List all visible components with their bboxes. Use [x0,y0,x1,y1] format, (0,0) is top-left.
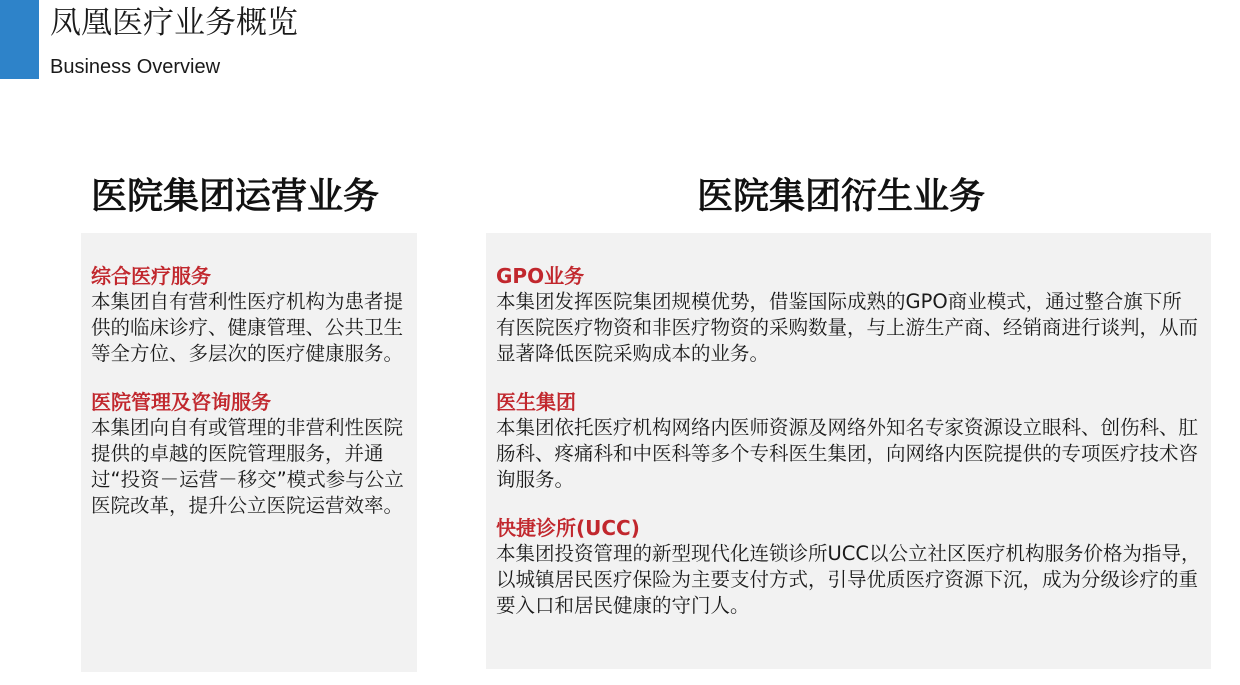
section-title: 综合医疗服务 [91,264,211,288]
section-body: 本集团投资管理的新型现代化连锁诊所UCC以公立社区医疗机构服务价格为指导，以城镇居民医疗保险为主要支付方式，引导优质医疗资源下沉，成为分级诊疗的重要入口和居民健康的守门人。 [496,542,1201,617]
section-gpo [496,263,1201,367]
section-hospital-management [91,389,407,519]
section-body: 本集团依托医疗机构网络内医师资源及网络外知名专家资源设立眼科、创伤科、肛肠科、疼痛科和中医科等多个专科医生集团，向网络内医院提供的专项医疗技术咨询服务。 [496,416,1199,491]
left-panel [81,233,417,672]
accent-bar [0,0,39,79]
left-column-heading: 医院集团运营业务 [91,176,380,217]
section-body: 本集团自有营利性医疗机构为患者提供的临床诊疗、健康管理、公共卫生等全方位、多层次的医疗健康服务。 [91,290,404,365]
page-subtitle: Business Overview [50,56,221,78]
section-body: 本集团向自有或管理的非营利性医院提供的卓越的医院管理服务，并通过“投资－运营－移交”模式参与公立医院改革，提升公立医院运营效率。 [91,416,404,517]
section-doctor-group [496,389,1201,493]
right-panel [486,233,1211,669]
right-column-heading: 医院集团衍生业务 [697,176,986,217]
section-title: 医院管理及咨询服务 [91,390,271,414]
section-body: 本集团发挥医院集团规模优势，借鉴国际成熟的GPO商业模式，通过整合旗下所有医院医疗物资和非医疗物资的采购数量，与上游生产商、经销商进行谈判，从而显著降低医院采购成本的业务。 [496,290,1199,365]
section-title: 快捷诊所(UCC) [496,516,640,540]
section-ucc [496,515,1201,619]
section-comprehensive-medical [91,263,407,367]
page-title: 凤凰医疗业务概览 [50,5,298,41]
section-title: GPO业务 [496,264,585,288]
section-title: 医生集团 [496,390,576,414]
